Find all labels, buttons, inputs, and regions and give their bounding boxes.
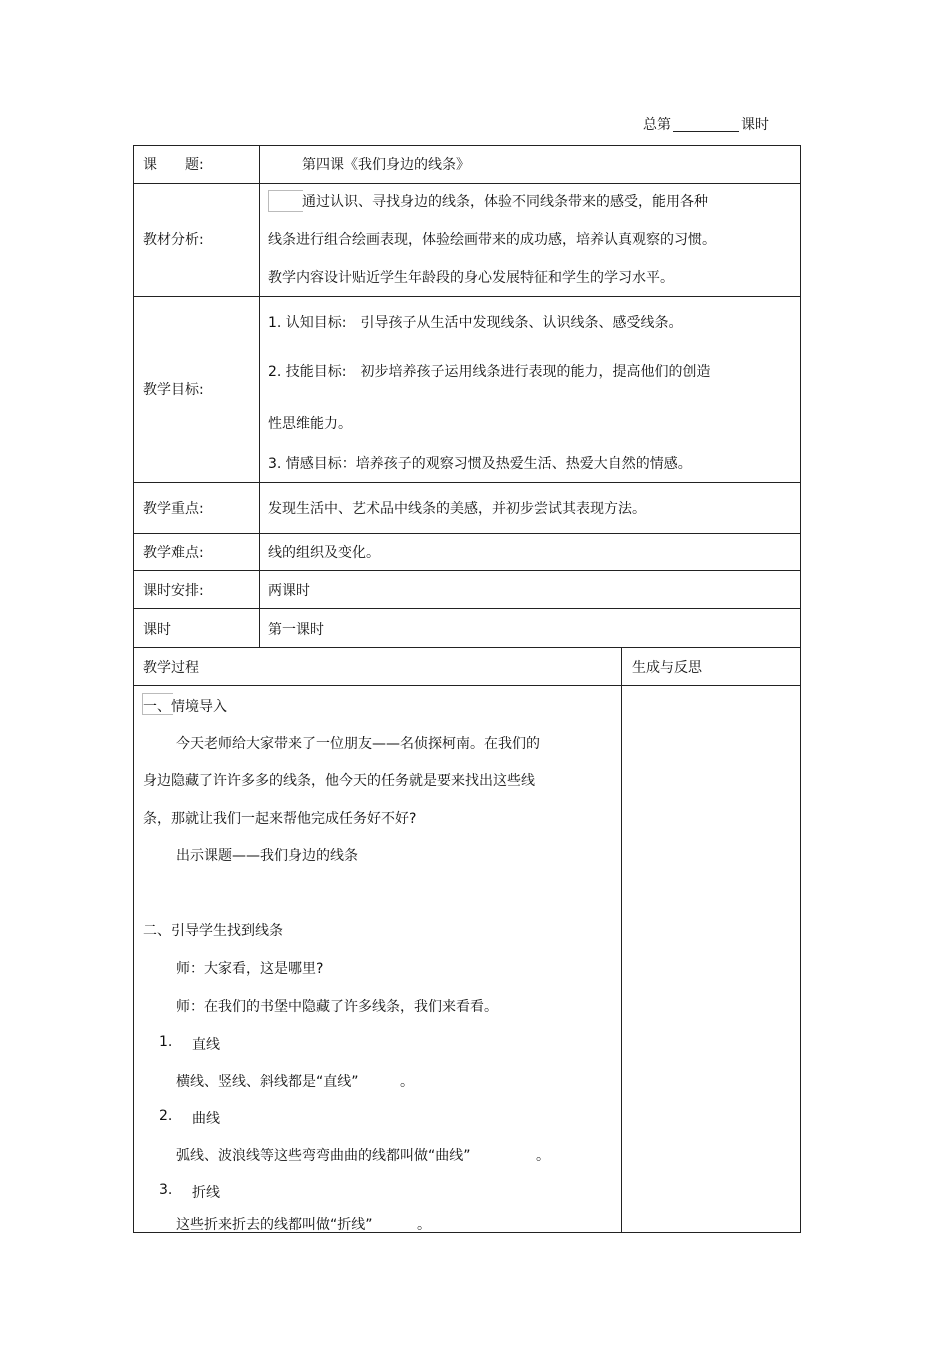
- row-divider: [133, 570, 801, 571]
- process-line: 师：在我们的书堡中隐藏了许多线条，我们来看看。: [176, 999, 498, 1015]
- analysis-line: 教学内容设计贴近学生年龄段的身心发展特征和学生的学习水平。: [268, 270, 674, 286]
- goal-line: 2. 技能目标: 初步培养孩子运用线条进行表现的能力，提高他们的创造: [268, 364, 711, 380]
- goal-line: 性思维能力。: [268, 416, 352, 432]
- list-number: 1.: [159, 1034, 173, 1050]
- table-border-top: [133, 145, 801, 146]
- process-line: 出示课题——我们身边的线条: [176, 848, 358, 864]
- list-number: 2.: [159, 1108, 173, 1124]
- row-divider: [133, 685, 801, 686]
- lesson-count-suffix: 课时: [741, 117, 769, 133]
- process-line: 身边隐藏了许许多多的线条，他今天的任务就是要来找出这些线: [143, 773, 535, 789]
- process-line: 横线、竖线、斜线都是“直线”: [176, 1074, 359, 1090]
- punctuation: 。: [400, 1074, 414, 1090]
- arrangement-value: 两课时: [268, 583, 310, 599]
- process-header: 教学过程: [143, 660, 199, 676]
- label-column-divider: [259, 145, 260, 648]
- row-divider: [133, 533, 801, 534]
- period-value: 第一课时: [268, 622, 324, 638]
- process-line: 这些折来折去的线都叫做“折线”: [176, 1217, 373, 1233]
- goals-label: 教学目标:: [143, 382, 204, 398]
- period-label: 课时: [143, 622, 171, 638]
- goal-line: 3. 情感目标：培养孩子的观察习惯及热爱生活、热爱大自然的情感。: [268, 456, 692, 472]
- analysis-line: 线条进行组合绘画表现，体验绘画带来的成功感，培养认真观察的习惯。: [268, 232, 716, 248]
- arrangement-label: 课时安排:: [143, 583, 204, 599]
- lesson-count-blank[interactable]: [673, 117, 739, 132]
- indent-placeholder: [268, 190, 303, 212]
- section-heading: 二、引导学生找到线条: [143, 923, 283, 939]
- process-line: 条，那就让我们一起来帮他完成任务好不好?: [143, 811, 417, 827]
- key-points-label: 教学重点:: [143, 501, 204, 517]
- difficulties-label: 教学难点:: [143, 545, 204, 561]
- punctuation: 。: [536, 1148, 550, 1164]
- key-points-value: 发现生活中、艺术品中线条的美感，并初步尝试其表现方法。: [268, 501, 646, 517]
- analysis-line: 通过认识、寻找身边的线条，体验不同线条带来的感受，能用各种: [302, 194, 708, 210]
- process-line: 弧线、波浪线等这些弯弯曲曲的线都叫做“曲线”: [176, 1148, 471, 1164]
- goal-line: 1. 认知目标: 引导孩子从生活中发现线条、认识线条、感受线条。: [268, 315, 683, 331]
- reflection-column-divider: [621, 647, 622, 1233]
- lesson-count-prefix: 总第: [643, 117, 671, 133]
- analysis-label: 教材分析:: [143, 232, 204, 248]
- table-border-left: [133, 145, 134, 1233]
- topic-value: 第四课《我们身边的线条》: [302, 157, 470, 173]
- row-divider: [133, 296, 801, 297]
- list-item-title: 直线: [192, 1037, 220, 1053]
- section-heading: 一、情境导入: [143, 699, 227, 715]
- topic-label: 课 题:: [143, 157, 204, 173]
- lesson-count-header: [643, 114, 769, 134]
- process-line: 师：大家看，这是哪里?: [176, 961, 324, 977]
- punctuation: 。: [417, 1217, 431, 1233]
- list-item-title: 折线: [192, 1185, 220, 1201]
- row-divider: [133, 608, 801, 609]
- row-divider: [133, 183, 801, 184]
- list-number: 3.: [159, 1182, 173, 1198]
- reflection-header: 生成与反思: [632, 660, 702, 676]
- difficulties-value: 线的组织及变化。: [268, 545, 380, 561]
- process-line: 今天老师给大家带来了一位朋友——名侦探柯南。在我们的: [176, 736, 540, 752]
- row-divider: [133, 647, 801, 648]
- row-divider: [133, 482, 801, 483]
- table-border-right: [800, 145, 801, 1233]
- list-item-title: 曲线: [192, 1111, 220, 1127]
